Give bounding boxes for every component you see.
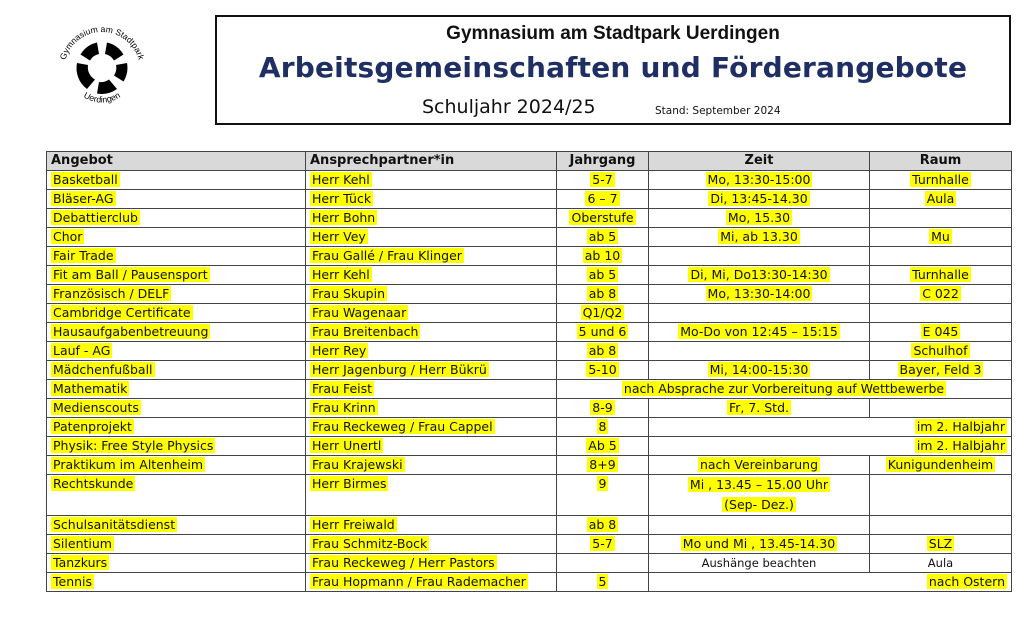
- cell-zeit: [649, 190, 870, 209]
- cell-zeit: [649, 516, 870, 535]
- page-title: Arbeitsgemeinschaften und Förderangebote: [258, 51, 968, 84]
- cell-raum: [870, 171, 1012, 190]
- cell-raum: [870, 209, 1012, 228]
- cell-zeit: [649, 304, 870, 323]
- table-row: [47, 516, 1012, 535]
- cell-partner: [306, 535, 557, 554]
- cell-jahrgang: [557, 209, 649, 228]
- column-header-angebot: Angebot: [47, 152, 306, 171]
- cell-jahrgang-text: 8-9: [592, 400, 613, 415]
- cell-partner: [306, 475, 557, 516]
- cell-zeit-text: Mi , 13.45 – 15.00 Uhr: [689, 477, 829, 492]
- cell-angebot: [47, 437, 306, 456]
- cell-angebot-text: Tennis: [53, 574, 93, 589]
- cell-raum: [870, 361, 1012, 380]
- cell-partner: [306, 418, 557, 437]
- cell-jahrgang: [557, 285, 649, 304]
- stand-date: Stand: September 2024: [655, 105, 781, 117]
- cell-jahrgang-text: 5-10: [588, 362, 617, 377]
- cell-angebot-text: Lauf - AG: [53, 343, 111, 358]
- cell-jahrgang-text: 8+9: [589, 457, 616, 472]
- cell-angebot-text: Schulsanitätsdienst: [53, 517, 176, 532]
- cell-angebot: [47, 361, 306, 380]
- cell-jahrgang: [557, 456, 649, 475]
- cell-angebot-text: Fair Trade: [53, 248, 114, 263]
- cell-angebot-text: Fit am Ball / Pausensport: [53, 267, 208, 282]
- cell-zeit-text: Di, Mi, Do13:30-14:30: [690, 267, 828, 282]
- cell-partner-text: Frau Reckeweg / Herr Pastors: [312, 555, 495, 570]
- cell-partner: [306, 516, 557, 535]
- cell-jahrgang-text: ab 8: [588, 286, 617, 301]
- cell-jahrgang: [557, 516, 649, 535]
- cell-partner: [306, 342, 557, 361]
- cell-partner-text: Frau Hopmann / Frau Rademacher: [312, 574, 526, 589]
- cell-angebot: [47, 323, 306, 342]
- cell-raum: [870, 456, 1012, 475]
- cell-jahrgang-text: 8: [598, 419, 607, 434]
- table-row: [47, 554, 1012, 573]
- cell-angebot-text: Chor: [53, 229, 83, 244]
- cell-angebot-text: Mathematik: [53, 381, 128, 396]
- cell-jahrgang: [557, 535, 649, 554]
- cell-jahrgang-text: ab 8: [588, 517, 617, 532]
- cell-partner-text: Frau Gallé / Frau Klinger: [312, 248, 462, 263]
- cell-jahrgang-text: 9: [598, 476, 607, 491]
- cell-zeit-text: Mo, 13:30-15:00: [707, 172, 811, 187]
- cell-partner: [306, 190, 557, 209]
- cell-partner-text: Frau Schmitz-Bock: [312, 536, 428, 551]
- cell-jahrgang: [557, 304, 649, 323]
- cell-jahrgang: [557, 190, 649, 209]
- table-row: [47, 209, 1012, 228]
- cell-angebot-text: Debattierclub: [53, 210, 138, 225]
- cell-raum: [870, 535, 1012, 554]
- cell-span-note: [649, 573, 1012, 592]
- cell-angebot-text: Rechtskunde: [53, 476, 134, 491]
- cell-angebot: [47, 247, 306, 266]
- cell-angebot: [47, 554, 306, 573]
- cell-partner-text: Herr Freiwald: [312, 517, 395, 532]
- cell-partner-text: Herr Rey: [312, 343, 367, 358]
- cell-zeit: [649, 342, 870, 361]
- cell-jahrgang-text: 6 – 7: [587, 191, 618, 206]
- cell-zeit-line2: (Sep- Dez.): [724, 497, 794, 512]
- cell-zeit: [649, 285, 870, 304]
- cell-angebot: [47, 399, 306, 418]
- cell-span-note-text: im 2. Halbjahr: [916, 419, 1005, 434]
- cell-zeit-text: Mo, 13:30-14:00: [707, 286, 811, 301]
- cell-raum: [870, 475, 1012, 516]
- cell-raum-text: Bayer, Feld 3: [899, 362, 982, 377]
- cell-angebot: [47, 209, 306, 228]
- cell-jahrgang-text: Q1/Q2: [582, 305, 623, 320]
- cell-raum-text: Turnhalle: [912, 172, 969, 187]
- cell-zeit: [649, 475, 870, 516]
- cell-raum-text: Kunigundenheim: [887, 457, 994, 472]
- cell-angebot: [47, 418, 306, 437]
- cell-angebot-text: Silentium: [53, 536, 112, 551]
- cell-partner-text: Frau Wagenaar: [312, 305, 407, 320]
- cell-partner: [306, 323, 557, 342]
- cell-jahrgang: [557, 475, 649, 516]
- cell-angebot: [47, 304, 306, 323]
- cell-zeit: [649, 456, 870, 475]
- cell-partner: [306, 247, 557, 266]
- cell-jahrgang-text: ab 5: [588, 267, 617, 282]
- cell-angebot-text: Basketball: [53, 172, 118, 187]
- cell-raum-text: E 045: [922, 324, 959, 339]
- table-row: [47, 285, 1012, 304]
- cell-zeit: [649, 247, 870, 266]
- cell-angebot: [47, 516, 306, 535]
- cell-angebot: [47, 285, 306, 304]
- column-header-jahrgang: Jahrgang: [557, 152, 649, 171]
- cell-angebot-text: Cambridge Certificate: [53, 305, 191, 320]
- cell-angebot: [47, 342, 306, 361]
- cell-raum: [870, 516, 1012, 535]
- cell-zeit-text: Mi, ab 13.30: [720, 229, 798, 244]
- cell-raum: [870, 190, 1012, 209]
- cell-raum: [870, 399, 1012, 418]
- cell-angebot-text: Bläser-AG: [53, 191, 114, 206]
- table-row: [47, 535, 1012, 554]
- cell-jahrgang-text: ab 5: [588, 229, 617, 244]
- cell-jahrgang-text: Ab 5: [588, 438, 617, 453]
- table-row: [47, 456, 1012, 475]
- cell-angebot-text: Medienscouts: [53, 400, 139, 415]
- cell-angebot: [47, 535, 306, 554]
- cell-zeit-text: Mo, 15.30: [727, 210, 791, 225]
- cell-partner: [306, 437, 557, 456]
- cell-angebot-text: Tanzkurs: [53, 555, 108, 570]
- cell-raum-text: Schulhof: [913, 343, 968, 358]
- cell-jahrgang: [557, 171, 649, 190]
- cell-jahrgang-text: 5-7: [592, 536, 613, 551]
- cell-jahrgang: [557, 228, 649, 247]
- cell-span-note: [649, 418, 1012, 437]
- cell-raum: [870, 228, 1012, 247]
- table-row: [47, 573, 1012, 592]
- cell-raum-text: Aula: [927, 556, 954, 570]
- cell-zeit: [649, 209, 870, 228]
- cell-partner-text: Herr Jagenburg / Herr Bükrü: [312, 362, 487, 377]
- cell-jahrgang-text: 5: [598, 574, 607, 589]
- cell-angebot: [47, 266, 306, 285]
- cell-partner-text: Herr Unertl: [312, 438, 382, 453]
- cell-angebot-text: Französisch / DELF: [53, 286, 170, 301]
- table-row: [47, 418, 1012, 437]
- cell-span-note-text: nach Absprache zur Vorbereitung auf Wettbewerbe: [623, 381, 945, 396]
- offers-table: [46, 151, 1012, 592]
- cell-jahrgang: [557, 399, 649, 418]
- column-header-zeit: Zeit: [649, 152, 870, 171]
- cell-partner: [306, 361, 557, 380]
- cell-zeit-text: Di, 13:45-14.30: [710, 191, 808, 206]
- cell-zeit: [649, 228, 870, 247]
- logo-top-text: Gymnasium am Stadtpark: [57, 23, 147, 61]
- cell-zeit: [649, 535, 870, 554]
- cell-zeit: [649, 554, 870, 573]
- cell-raum: [870, 304, 1012, 323]
- cell-partner: [306, 209, 557, 228]
- column-header-raum: Raum: [870, 152, 1012, 171]
- cell-angebot: [47, 171, 306, 190]
- cell-partner-text: Frau Reckeweg / Frau Cappel: [312, 419, 493, 434]
- table-row: [47, 323, 1012, 342]
- cell-partner-text: Herr Kehl: [312, 172, 370, 187]
- cell-zeit-text: nach Vereinbarung: [699, 457, 819, 472]
- cell-span-note-text: nach Ostern: [928, 574, 1005, 589]
- cell-jahrgang: [557, 554, 649, 573]
- cell-partner: [306, 399, 557, 418]
- table-row: [47, 475, 1012, 516]
- cell-angebot: [47, 190, 306, 209]
- cell-angebot: [47, 456, 306, 475]
- cell-partner: [306, 380, 557, 399]
- cell-jahrgang-text: ab 10: [584, 248, 621, 263]
- cell-jahrgang-text: ab 8: [588, 343, 617, 358]
- cell-zeit: [649, 266, 870, 285]
- cell-raum: [870, 323, 1012, 342]
- cell-angebot: [47, 573, 306, 592]
- cell-raum-text: C 022: [922, 286, 959, 301]
- cell-angebot-text: Mädchenfußball: [53, 362, 153, 377]
- cell-jahrgang: [557, 266, 649, 285]
- cell-partner: [306, 304, 557, 323]
- cell-partner-text: Herr Tück: [312, 191, 372, 206]
- cell-partner-text: Frau Krajewski: [312, 457, 403, 472]
- cell-span-note: [649, 437, 1012, 456]
- cell-zeit-text: Mi, 14:00-15:30: [709, 362, 809, 377]
- cell-jahrgang: [557, 437, 649, 456]
- cell-raum-text: Turnhalle: [912, 267, 969, 282]
- cell-jahrgang: [557, 323, 649, 342]
- cell-partner: [306, 266, 557, 285]
- table-row: [47, 228, 1012, 247]
- cell-raum: [870, 554, 1012, 573]
- table-row: [47, 304, 1012, 323]
- cell-partner-text: Herr Kehl: [312, 267, 370, 282]
- cell-angebot-text: Praktikum im Altenheim: [53, 457, 204, 472]
- cell-jahrgang: [557, 573, 649, 592]
- cell-angebot: [47, 228, 306, 247]
- cell-jahrgang: [557, 342, 649, 361]
- table-row: [47, 247, 1012, 266]
- column-header-partner: Ansprechpartner*in: [306, 152, 557, 171]
- cell-span-note-text: im 2. Halbjahr: [916, 438, 1005, 453]
- cell-jahrgang-text: 5-7: [592, 172, 613, 187]
- cell-partner-text: Frau Breitenbach: [312, 324, 419, 339]
- cell-angebot: [47, 475, 306, 516]
- cell-raum-text: Mu: [931, 229, 950, 244]
- cell-raum-text: Aula: [926, 191, 955, 206]
- cell-zeit-text: Mo-Do von 12:45 – 15:15: [680, 324, 838, 339]
- logo-ring: [76, 43, 127, 94]
- cell-partner: [306, 554, 557, 573]
- cell-partner-text: Herr Vey: [312, 229, 366, 244]
- cell-partner: [306, 228, 557, 247]
- cell-partner-text: Frau Skupin: [312, 286, 386, 301]
- cell-jahrgang-text: 5 und 6: [578, 324, 627, 339]
- table-row: [47, 171, 1012, 190]
- cell-raum: [870, 342, 1012, 361]
- table-row: [47, 380, 1012, 399]
- cell-raum: [870, 285, 1012, 304]
- cell-zeit-text: Mo und Mi , 13.45-14.30: [682, 536, 836, 551]
- cell-jahrgang: [557, 418, 649, 437]
- table-row: [47, 342, 1012, 361]
- cell-raum-text: SLZ: [928, 536, 953, 551]
- cell-angebot-text: Patenprojekt: [53, 419, 132, 434]
- school-year: Schuljahr 2024/25: [422, 96, 596, 118]
- cell-raum: [870, 247, 1012, 266]
- cell-angebot: [47, 380, 306, 399]
- cell-raum: [870, 266, 1012, 285]
- cell-zeit-text: Fr, 7. Std.: [728, 400, 789, 415]
- table-row: [47, 361, 1012, 380]
- cell-zeit: [649, 399, 870, 418]
- cell-angebot-text: Hausaufgabenbetreuung: [53, 324, 209, 339]
- cell-zeit: [649, 171, 870, 190]
- cell-angebot-text: Physik: Free Style Physics: [53, 438, 214, 453]
- cell-partner: [306, 456, 557, 475]
- table-row: [47, 437, 1012, 456]
- cell-partner-text: Frau Feist: [312, 381, 373, 396]
- table-header-row: [47, 152, 1012, 171]
- logo-bottom-text: Uerdingen: [82, 89, 122, 105]
- cell-partner: [306, 171, 557, 190]
- table-row: [47, 399, 1012, 418]
- cell-jahrgang: [557, 361, 649, 380]
- cell-partner-text: Herr Birmes: [312, 476, 387, 491]
- table-body: [47, 171, 1012, 592]
- school-logo: [52, 18, 152, 118]
- cell-zeit: [649, 323, 870, 342]
- table-row: [47, 266, 1012, 285]
- cell-partner: [306, 285, 557, 304]
- cell-partner-text: Herr Bohn: [312, 210, 376, 225]
- cell-zeit: [649, 361, 870, 380]
- cell-partner: [306, 573, 557, 592]
- cell-jahrgang: [557, 247, 649, 266]
- cell-zeit-text: Aushänge beachten: [701, 556, 817, 570]
- cell-jahrgang-text: Oberstufe: [571, 210, 634, 225]
- school-name: Gymnasium am Stadtpark Uerdingen: [446, 23, 780, 44]
- title-box: [215, 15, 1011, 125]
- cell-partner-text: Frau Krinn: [312, 400, 376, 415]
- cell-span-note: [557, 380, 1012, 399]
- table-row: [47, 190, 1012, 209]
